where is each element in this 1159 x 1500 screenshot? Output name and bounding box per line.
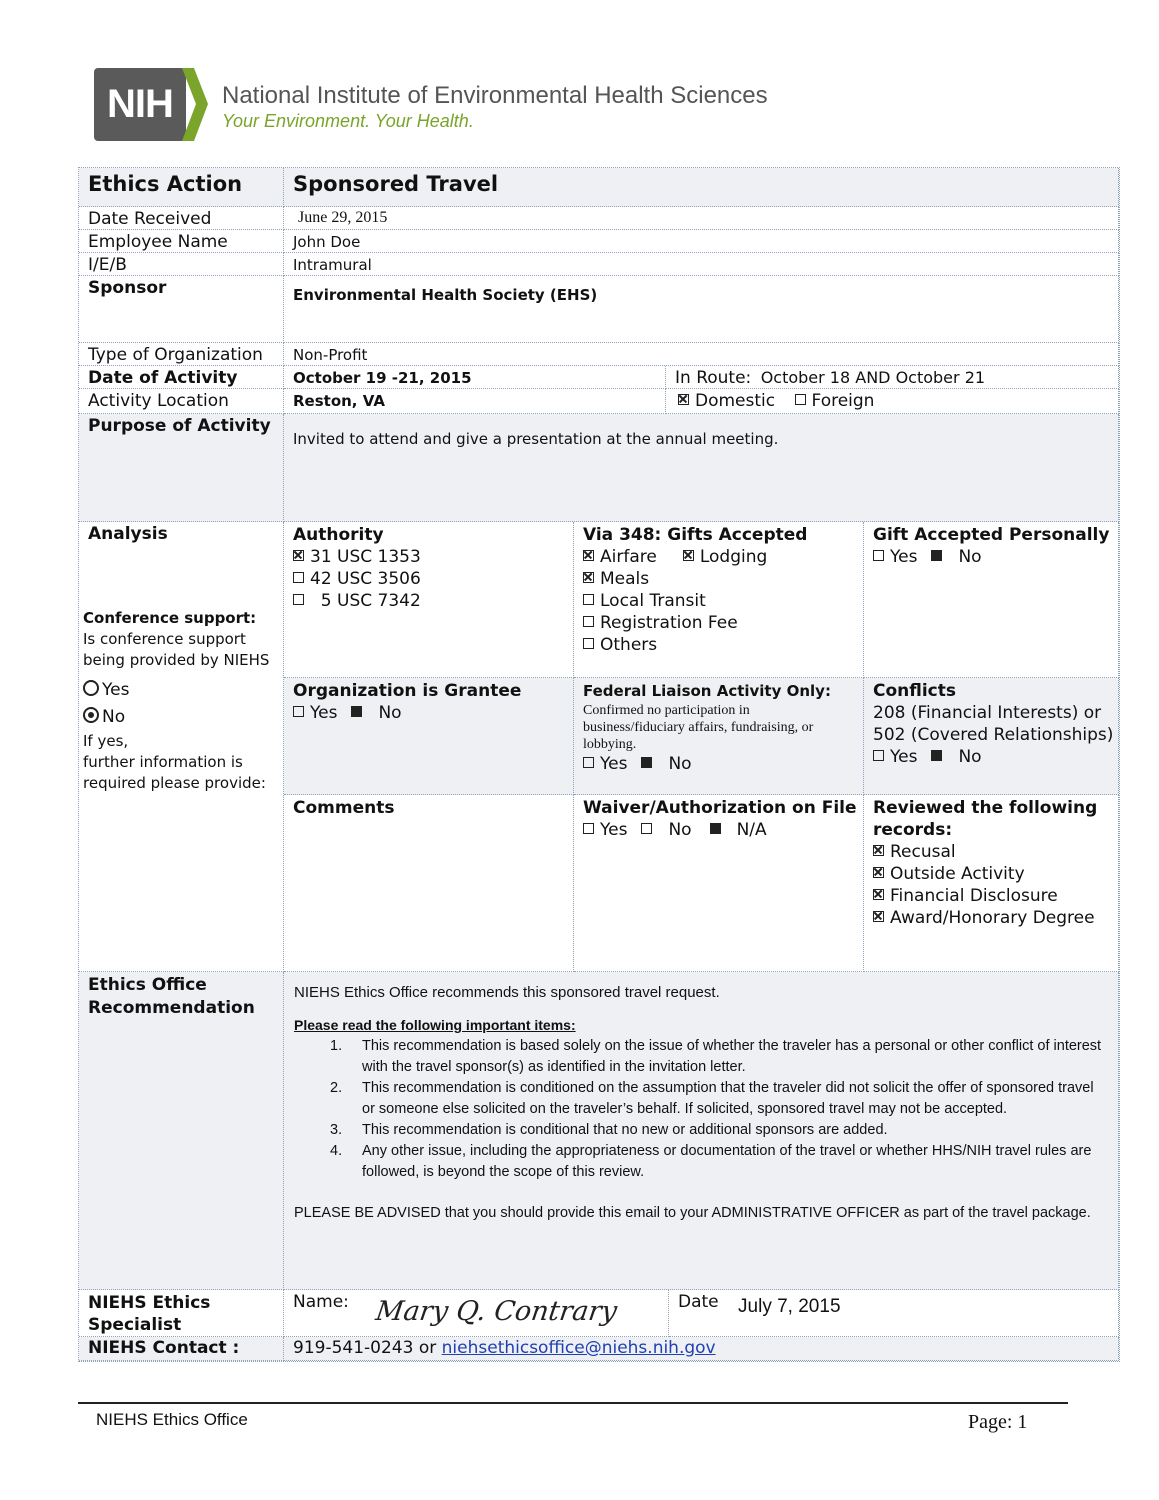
conflicts-no-label: No	[958, 747, 982, 767]
conference-support-title: Conference support:	[83, 609, 257, 627]
activity-location-value: Reston, VA	[284, 389, 666, 414]
gift-yes-checkbox[interactable]	[873, 550, 884, 561]
via348-row	[583, 546, 854, 568]
gift-yes-label: Yes	[890, 547, 918, 567]
recommendation-item-number: 3.	[330, 1122, 343, 1138]
lodging-checkbox[interactable]	[683, 550, 694, 561]
gift-personal-label: Gift Accepted Personally	[873, 525, 1110, 545]
comments-cell[interactable]	[284, 795, 574, 972]
lodging-label: Lodging	[699, 547, 768, 567]
recommendation-item	[294, 1141, 1106, 1183]
sponsor-value: Environmental Health Society (EHS)	[284, 276, 1119, 343]
analysis-label: Analysis	[88, 524, 168, 544]
logo-chevron-icon	[180, 68, 210, 141]
gift-personal-cell	[864, 522, 1119, 678]
recommendation-item-number: 4.	[330, 1143, 343, 1159]
foreign-label: Foreign	[811, 391, 875, 411]
conference-question-2: being provided by NIEHS	[83, 651, 270, 669]
liaison-label: Federal Liaison Activity Only:	[583, 682, 831, 700]
specialist-label	[79, 1290, 284, 1337]
recommendation-label	[79, 972, 284, 1290]
grantee-yes-label: Yes	[310, 703, 338, 723]
award-honorary-checkbox[interactable]	[873, 911, 884, 922]
comments-label: Comments	[293, 798, 395, 818]
location-scope-cell	[666, 389, 1119, 414]
records-item-label: Recusal	[890, 842, 956, 862]
records-item	[873, 841, 1109, 863]
liaison-description	[583, 702, 854, 753]
conference-support-block	[83, 608, 283, 794]
records-item-label: Financial Disclosure	[890, 886, 1058, 906]
via348-row	[583, 634, 854, 656]
grantee-row	[293, 702, 564, 724]
authority-item-label: 42 USC 3506	[310, 569, 421, 589]
waiver-cell	[574, 795, 864, 972]
via348-row	[583, 590, 854, 612]
records-label-1: Reviewed the following	[873, 798, 1098, 818]
date-received-label: Date Received	[79, 207, 284, 230]
if-yes-1: If yes,	[83, 732, 129, 750]
waiver-no-checkbox[interactable]	[641, 823, 652, 834]
conflicts-label: Conflicts	[873, 681, 957, 701]
conflicts-yes-label: Yes	[890, 747, 918, 767]
liaison-no-label: No	[668, 754, 692, 774]
if-yes-2: further information is	[83, 753, 243, 771]
recommendation-item-text: This recommendation is conditioned on the assumption that the traveler did not solicit the offer of sponsored travel or someone else solicited on the traveler’s behalf. If solicited, sponsored travel may not be accepted.	[362, 1080, 1094, 1117]
registration-fee-label: Registration Fee	[600, 613, 738, 633]
grantee-cell	[284, 678, 574, 795]
recusal-checkbox[interactable]	[873, 845, 884, 856]
purpose-value: Invited to attend and give a presentation at the annual meeting.	[284, 414, 1119, 522]
footer-office: NIEHS Ethics Office	[96, 1410, 248, 1429]
conflicts-row	[873, 746, 1109, 768]
specialist-date-value: July 7, 2015	[738, 1296, 841, 1317]
grantee-label: Organization is Grantee	[293, 681, 522, 701]
authority-item-label: 31 USC 1353	[310, 547, 421, 567]
specialist-date-label: Date	[678, 1292, 719, 1312]
liaison-desc-line: business/fiduciary affairs, fundraising, or	[583, 720, 814, 735]
conflicts-no-checkbox[interactable]	[931, 750, 942, 761]
meals-label: Meals	[600, 569, 650, 589]
records-item-label: Outside Activity	[890, 864, 1025, 884]
waiver-yes-label: Yes	[600, 820, 628, 840]
specialist-label-2: Specialist	[88, 1315, 182, 1335]
liaison-desc-line: lobbying.	[583, 737, 637, 752]
purpose-label: Purpose of Activity	[79, 414, 284, 522]
grantee-no-label: No	[378, 703, 402, 723]
org-type-label: Type of Organization	[79, 343, 284, 366]
financial-disclosure-checkbox[interactable]	[873, 889, 884, 900]
contact-label: NIEHS Contact :	[79, 1337, 284, 1361]
ieb-label: I/E/B	[79, 253, 284, 276]
authority-label: Authority	[293, 525, 384, 545]
date-of-activity-label: Date of Activity	[79, 366, 284, 389]
via348-cell	[574, 522, 864, 678]
recommendation-advised: PLEASE BE ADVISED that you should provide this email to your ADMINISTRATIVE OFFICER as part of the travel package.	[294, 1205, 1091, 1221]
authority-item	[293, 546, 564, 568]
recommendation-item	[294, 1078, 1106, 1120]
others-label: Others	[600, 635, 658, 655]
ethics-form	[78, 167, 1120, 1362]
ethics-action-label: Ethics Action	[79, 168, 284, 207]
waiver-na-label: N/A	[736, 820, 767, 840]
conference-question-1: Is conference support	[83, 630, 246, 648]
authority-item-label: 5 USC 7342	[310, 591, 421, 611]
conflicts-line-2: 502 (Covered Relationships)	[873, 725, 1114, 745]
conference-radio-no-row	[83, 704, 283, 731]
conference-yes-radio[interactable]	[83, 680, 99, 696]
recommendation-headline: NIEHS Ethics Office recommends this sponsored travel request.	[294, 984, 720, 1001]
contact-phone: 919-541-0243 or	[293, 1338, 442, 1358]
conflicts-yes-checkbox[interactable]	[873, 750, 884, 761]
records-item-label: Award/Honorary Degree	[890, 908, 1095, 928]
recommendation-content	[284, 972, 1119, 1290]
recommendation-label-1: Ethics Office	[88, 975, 207, 995]
recommendation-read-items: Please read the following important items:	[294, 1017, 576, 1033]
records-item	[873, 863, 1109, 885]
niehs-logo	[94, 68, 794, 144]
contact-email-link[interactable]: niehsethicsoffice@niehs.nih.gov	[441, 1338, 716, 1358]
others-checkbox[interactable]	[583, 638, 594, 649]
via348-row	[583, 612, 854, 634]
date-received-value: June 29, 2015	[284, 207, 1119, 230]
liaison-no-checkbox[interactable]	[641, 757, 652, 768]
meals-checkbox[interactable]	[583, 572, 594, 583]
employee-name-label: Employee Name	[79, 230, 284, 253]
footer-divider	[78, 1402, 1068, 1404]
institute-title: National Institute of Environmental Health Sciences	[222, 82, 768, 109]
via348-row	[583, 568, 854, 590]
if-yes-3: required please provide:	[83, 774, 266, 792]
recommendation-item-number: 1.	[330, 1038, 343, 1054]
authority-checkbox[interactable]	[293, 550, 304, 561]
recommendation-item-text: This recommendation is conditional that no new or additional sponsors are added.	[362, 1122, 888, 1138]
waiver-na-checkbox[interactable]	[710, 823, 721, 834]
ieb-value: Intramural	[284, 253, 1119, 276]
employee-name-value: John Doe	[284, 230, 1119, 253]
in-route-cell	[666, 366, 1119, 389]
specialist-name-label: Name:	[293, 1292, 349, 1312]
authority-checkbox[interactable]	[293, 572, 304, 583]
recommendation-item-text: Any other issue, including the appropriateness or documentation of the travel or whether HHS/NIH travel rules are followed, is beyond the scope of this review.	[362, 1143, 1092, 1180]
authority-checkbox[interactable]	[293, 594, 304, 605]
sponsor-label: Sponsor	[79, 276, 284, 343]
via348-label: Via 348: Gifts Accepted	[583, 525, 808, 545]
ethics-action-value: Sponsored Travel	[284, 168, 1119, 207]
recommendation-item	[294, 1036, 1106, 1078]
grantee-yes-checkbox[interactable]	[293, 706, 304, 717]
records-label-2: records:	[873, 820, 953, 840]
gift-no-checkbox[interactable]	[931, 550, 942, 561]
registration-fee-checkbox[interactable]	[583, 616, 594, 627]
liaison-cell	[574, 678, 864, 795]
contact-value	[284, 1337, 1119, 1361]
records-item	[873, 907, 1109, 929]
liaison-desc-line: Confirmed no participation in	[583, 703, 750, 718]
specialist-date-cell	[669, 1290, 1119, 1337]
conference-radio-yes-row	[83, 677, 283, 704]
institute-tagline: Your Environment. Your Health.	[222, 111, 474, 131]
recommendation-list	[294, 1036, 1106, 1183]
grantee-no-checkbox[interactable]	[351, 706, 362, 717]
domestic-label: Domestic	[695, 391, 776, 411]
airfare-label: Airfare	[600, 547, 657, 567]
gift-personal-row	[873, 546, 1109, 568]
conflicts-line-1: 208 (Financial Interests) or	[873, 703, 1102, 723]
waiver-label: Waiver/Authorization on File	[583, 798, 857, 818]
specialist-signature: Mary Q. Contrary	[374, 1296, 620, 1327]
analysis-cell	[79, 522, 284, 972]
authority-cell	[284, 522, 574, 678]
conference-yes-label: Yes	[102, 680, 130, 700]
conflicts-cell	[864, 678, 1119, 795]
specialist-name-cell	[284, 1290, 669, 1337]
records-cell	[864, 795, 1119, 972]
records-item	[873, 885, 1109, 907]
authority-item	[293, 568, 564, 590]
liaison-row	[583, 753, 854, 775]
foreign-checkbox[interactable]	[795, 394, 806, 405]
local-transit-checkbox[interactable]	[583, 594, 594, 605]
airfare-checkbox[interactable]	[583, 550, 594, 561]
waiver-no-label: No	[668, 820, 692, 840]
recommendation-item	[294, 1120, 1106, 1141]
local-transit-label: Local Transit	[600, 591, 706, 611]
outside-activity-checkbox[interactable]	[873, 867, 884, 878]
conference-no-radio[interactable]	[83, 707, 99, 723]
waiver-row	[583, 819, 854, 841]
recommendation-item-number: 2.	[330, 1080, 343, 1096]
activity-location-label: Activity Location	[79, 389, 284, 414]
recommendation-label-2: Recommendation	[88, 998, 255, 1018]
liaison-yes-checkbox[interactable]	[583, 757, 594, 768]
domestic-checkbox[interactable]	[678, 394, 689, 405]
conference-no-label: No	[102, 707, 126, 727]
footer-page-number: Page: 1	[968, 1411, 1028, 1433]
org-type-value: Non-Profit	[284, 343, 1119, 366]
in-route-label: In Route:	[675, 368, 752, 388]
liaison-yes-label: Yes	[600, 754, 628, 774]
authority-item	[293, 590, 564, 612]
in-route-value: October 18 AND October 21	[760, 368, 986, 387]
gift-no-label: No	[958, 547, 982, 567]
specialist-label-1: NIEHS Ethics	[88, 1293, 211, 1313]
nih-logo-box: NIH	[94, 68, 186, 141]
waiver-yes-checkbox[interactable]	[583, 823, 594, 834]
date-of-activity-value: October 19 -21, 2015	[284, 366, 666, 389]
recommendation-item-text: This recommendation is based solely on the issue of whether the traveler has a personal or other conflict of interest with the travel sponsor(s) as identified in the invitation letter.	[362, 1038, 1102, 1075]
